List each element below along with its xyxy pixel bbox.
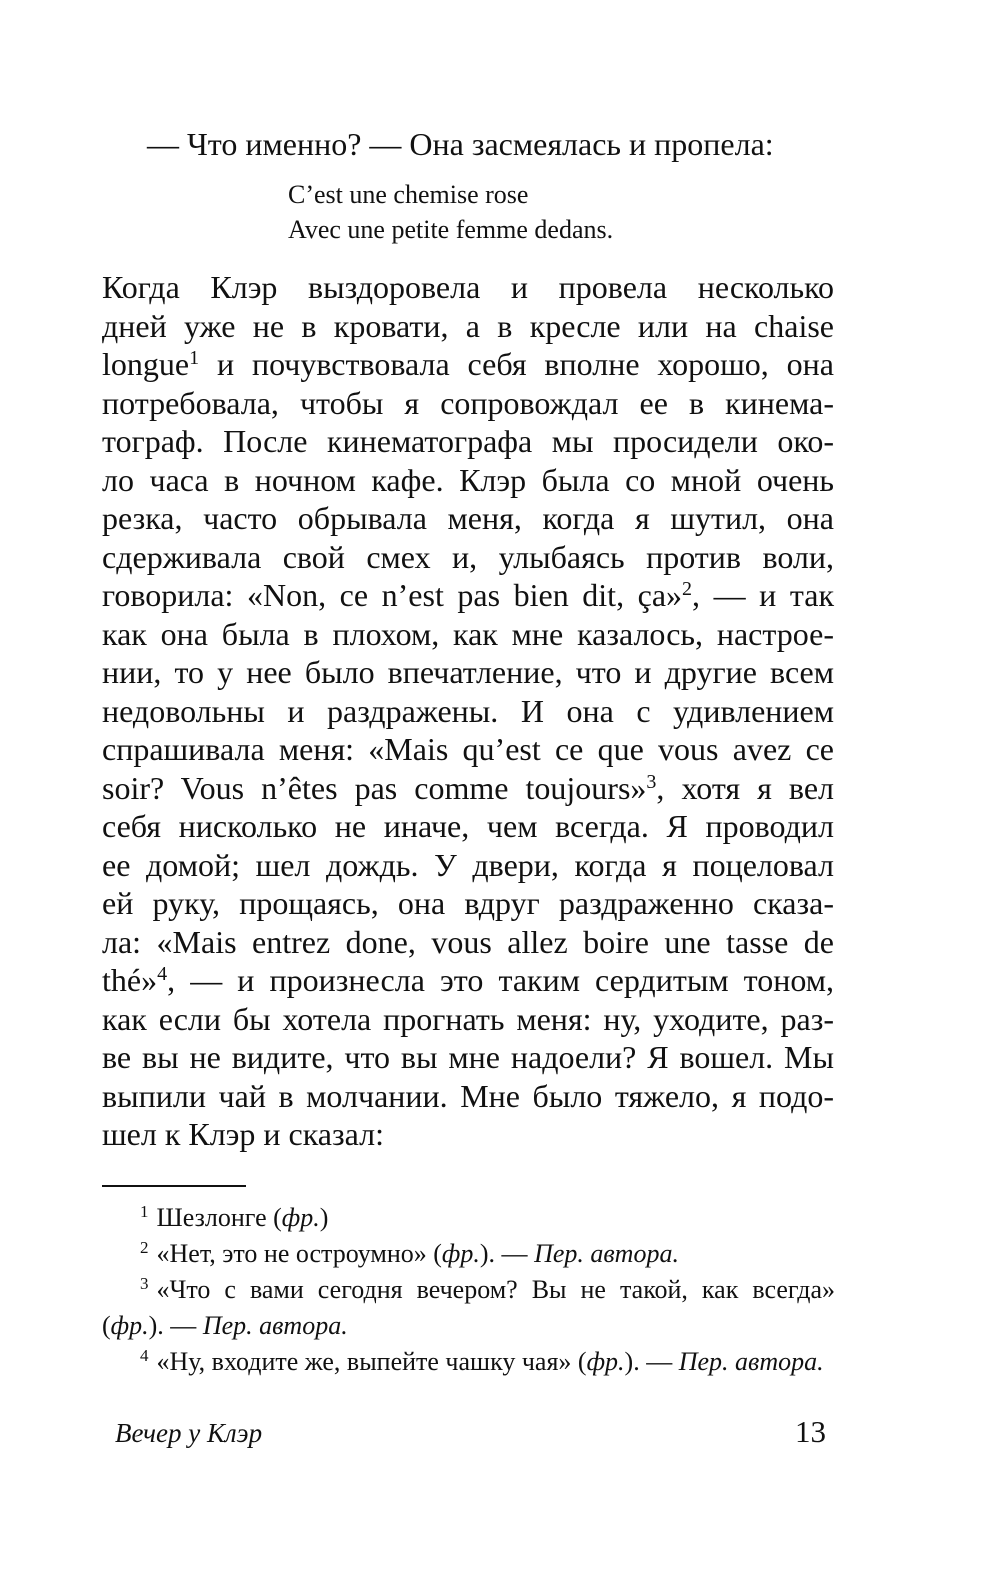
text-line	[102, 807, 834, 846]
line-text: thé»	[102, 962, 158, 998]
text-line	[102, 576, 834, 615]
text-line	[102, 307, 834, 346]
line-text-rest: , — и так	[692, 577, 835, 613]
footnote-number: 4	[140, 1346, 149, 1365]
text-line	[102, 730, 834, 769]
text-line	[102, 499, 834, 538]
line-text: резка, часто обрывала меня, когда я шутил, она	[102, 500, 834, 536]
line-text: soir? Vous n’êtes pas comme toujours»	[102, 769, 647, 806]
line-text-rest: , хотя я вел	[656, 769, 835, 806]
line-text: ла: «Mais entrez done, vous allez boire une tasse de	[102, 923, 834, 960]
text-line	[102, 422, 834, 461]
footnote-number: 2	[140, 1238, 149, 1257]
line-text: как она была в плохом, как мне казалось, настрое-	[102, 615, 834, 652]
verse-quote	[288, 177, 613, 247]
line-text: ее домой; шел дождь. У двери, когда я поцеловал	[102, 846, 834, 883]
footnote-ref: 2	[682, 578, 693, 600]
body-paragraph	[102, 268, 834, 1154]
text-line	[102, 615, 834, 654]
line-text: Когда Клэр выздоровела и провела несколько	[102, 269, 834, 305]
footnote-text: «Ну, входите же, выпейте чашку чая» (фр.). — Пер. автора.	[156, 1347, 824, 1376]
footnotes	[102, 1200, 835, 1380]
line-text: потребовала, чтобы я сопровождал ее в кинема-	[102, 384, 834, 421]
line-text: выпили чай в молчании. Мне было тяжело, я подо-	[102, 1077, 834, 1114]
text-line	[102, 461, 834, 500]
footnote-text: (фр.). — Пер. автора.	[102, 1311, 348, 1340]
footnote-line	[102, 1236, 835, 1272]
line-text: longue	[102, 346, 190, 382]
line-text: себя нисколько не иначе, чем всегда. Я проводил	[102, 808, 834, 844]
dialogue-line: — Что именно? — Она засмеялась и пропела:	[147, 126, 774, 162]
line-text-rest: , — и произнесла это таким сердитым тоном,	[167, 962, 834, 998]
footnote-divider	[102, 1185, 246, 1187]
footnote-ref: 1	[189, 347, 200, 369]
text-line	[102, 769, 834, 808]
text-line	[102, 345, 834, 384]
text-line	[102, 692, 834, 731]
page-number: 13	[795, 1414, 826, 1449]
text-line	[102, 538, 834, 577]
text-line	[102, 923, 834, 962]
footnote-text: Шезлонге (фр.)	[156, 1203, 329, 1232]
text-line	[102, 384, 834, 423]
text-line	[102, 1115, 834, 1154]
line-text: тограф. После кинематографа мы просидели око-	[102, 423, 834, 459]
footnote-text: «Нет, это не остроумно» (фр.). — Пер. автора.	[156, 1239, 679, 1268]
text-line	[102, 1077, 834, 1116]
text-line	[102, 961, 834, 1000]
line-text: ве вы не видите, что вы мне надоели? Я вошел. Мы	[102, 1039, 834, 1075]
text-line	[102, 653, 834, 692]
footnote-ref: 3	[646, 770, 657, 793]
line-text: дней уже не в кровати, а в кресле или на chaise	[102, 307, 834, 344]
text-line	[102, 1000, 834, 1039]
line-text: как если бы хотела прогнать меня: ну, уходите, раз-	[102, 1000, 834, 1037]
line-text: ло часа в ночном кафе. Клэр была со мной очень	[102, 461, 834, 498]
line-text: ей руку, прощаясь, она вдруг раздраженно сказа-	[102, 885, 834, 921]
line-text: нии, то у нее было впечатление, что и другие всем	[102, 654, 834, 690]
footnote-line	[102, 1344, 835, 1380]
footnote-line	[102, 1308, 835, 1344]
line-text: недовольны и раздражены. И она с удивлением	[102, 692, 834, 729]
running-title: Вечер у Клэр	[115, 1418, 263, 1448]
footnote-number: 3	[140, 1274, 149, 1293]
footnote-number: 1	[140, 1202, 149, 1221]
line-text: шел к Клэр и сказал:	[102, 1116, 384, 1152]
line-text: спрашивала меня: «Mais qu’est ce que vous avez ce	[102, 731, 834, 767]
text-line	[102, 268, 834, 307]
footnote-line	[102, 1272, 835, 1308]
verse-line: Avec une petite femme dedans.	[288, 215, 614, 244]
text-line	[102, 846, 834, 885]
line-text: сдерживала свой смех и, улыбаясь против воли,	[102, 538, 834, 575]
text-line	[102, 884, 834, 923]
line-text: говорила: «Non, ce n’est pas bien dit, ça»	[102, 577, 683, 613]
text-line	[102, 1038, 834, 1077]
footnote-line	[102, 1200, 835, 1236]
line-text-rest: и почувствовала себя вполне хорошо, она	[199, 346, 834, 382]
verse-line: C’est une chemise rose	[288, 180, 529, 209]
footnote-ref: 4	[157, 963, 168, 985]
footnote-text: «Что с вами сегодня вечером? Вы не такой, как всегда»	[156, 1275, 835, 1304]
